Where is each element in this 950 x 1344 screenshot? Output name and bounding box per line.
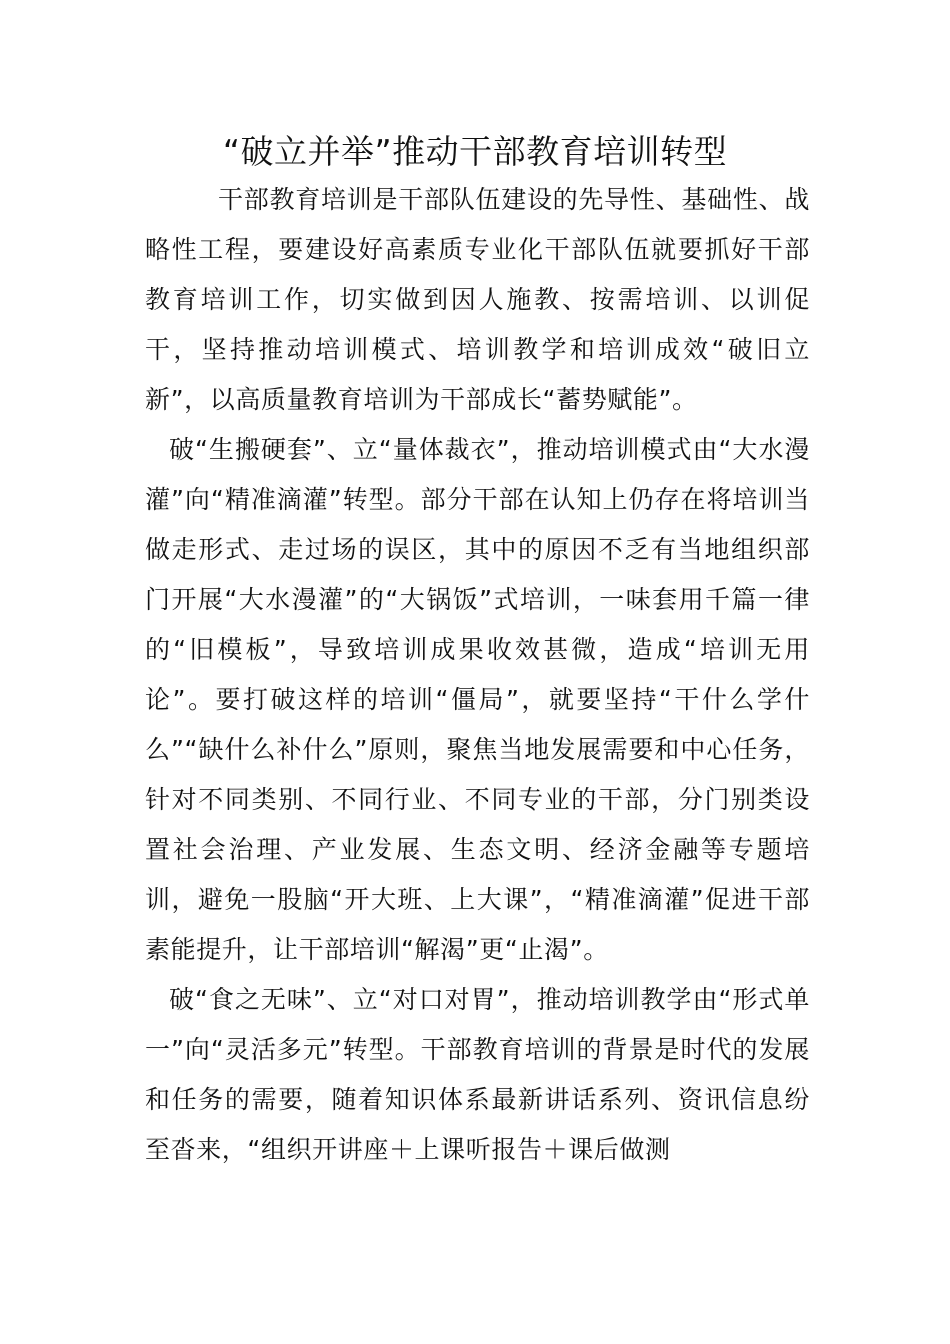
document-title: “破立并举”推动干部教育培训转型 [222, 132, 728, 171]
paragraph-intro: 干部教育培训是干部队伍建设的先导性、基础性、战略性工程，要建设好高素质专业化干部队伍就要抓好干部教育培训工作，切实做到因人施教、按需培训、以训促干，坚持推动培训模式、培训教学和培训成效“破旧立新”，以高质量教育培训为干部成长“蓄势赋能”。 [145, 185, 810, 414]
paragraph-training-mode: 破“生搬硬套”、立“量体裁衣”，推动培训模式由“大水漫灌”向“精准滴灌”转型。部分干部在认知上仍存在将培训当做走形式、走过场的误区，其中的原因不乏有当地组织部门开展“大水漫灌”的“大锅饭”式培训，一味套用千篇一律的“旧模板”，导致培训成果收效甚微，造成“培训无用论”。要打破这样的培训“僵局”，就要坚持“干什么学什么”“缺什么补什么”原则，聚焦当地发展需要和中心任务，针对不同类别、不同行业、不同专业的干部，分门别类设置社会治理、产业发展、生态文明、经济金融等专题培训，避免一股脑“开大班、上大课”，“精准滴灌”促进干部素能提升，让干部培训“解渴”更“止渴”。 [145, 435, 810, 964]
document-body [145, 175, 810, 1175]
paragraph-training-teaching: 破“食之无味”、立“对口对胃”，推动培训教学由“形式单一”向“灵活多元”转型。干部教育培训的背景是时代的发展和任务的需要，随着知识体系最新讲话系列、资讯信息纷至沓来，“组织开讲座＋上课听报告＋课后做测 [145, 985, 810, 1164]
